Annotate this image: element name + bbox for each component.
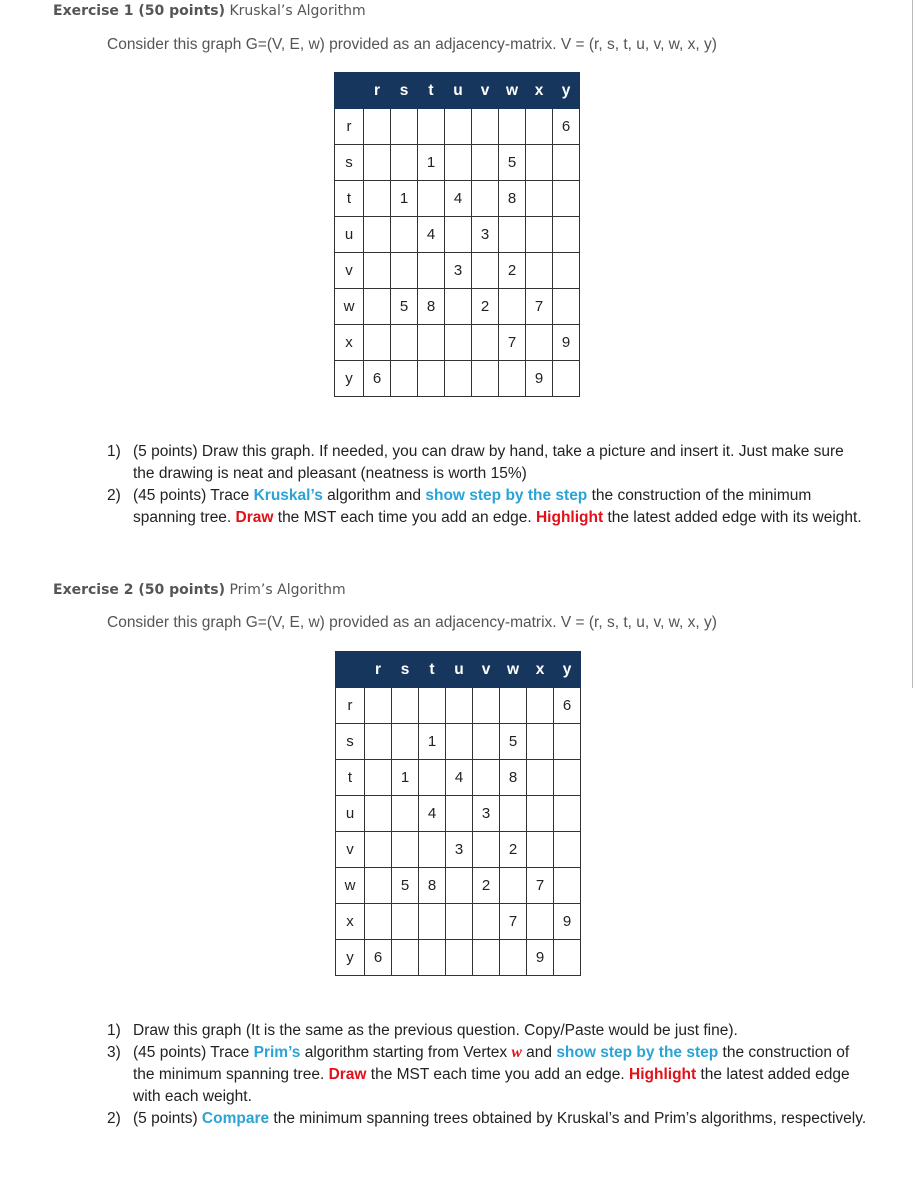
matrix-cell-value: 1 [427, 733, 437, 750]
matrix-cell [554, 760, 581, 796]
matrix-column-header: y [553, 73, 580, 109]
adjacency-matrix-1 [334, 72, 580, 397]
matrix-cell [418, 325, 445, 361]
matrix-cell [446, 868, 473, 904]
matrix-cell [472, 109, 499, 145]
matrix-header-row [335, 73, 580, 109]
matrix-cell-value: 2 [481, 877, 491, 894]
exercise-1-description: Consider this graph G=(V, E, w) provided as an adjacency-matrix. V = (r, s, t, u, v, w, x, y) [107, 36, 717, 53]
matrix-cell [526, 109, 553, 145]
matrix-cell-value: 8 [507, 190, 517, 207]
matrix-cell [527, 688, 554, 724]
matrix-cell [473, 832, 500, 868]
matrix-cell [365, 688, 392, 724]
matrix-row-label: u [336, 796, 365, 832]
matrix-cell [365, 832, 392, 868]
matrix-cell [365, 724, 392, 760]
matrix-cell-value: 3 [480, 226, 490, 243]
matrix-cell [418, 253, 445, 289]
matrix-row-label: x [336, 904, 365, 940]
matrix-cell [499, 253, 526, 289]
matrix-cell [527, 724, 554, 760]
matrix-cell [392, 832, 419, 868]
matrix-cell [527, 796, 554, 832]
matrix-cell [553, 361, 580, 397]
matrix-cell-value: 5 [400, 877, 410, 894]
matrix-cell [554, 796, 581, 832]
matrix-row-label: s [335, 145, 364, 181]
matrix-cell [500, 940, 527, 976]
matrix-cell [500, 832, 527, 868]
matrix-row [336, 688, 581, 724]
matrix-row-label: r [335, 109, 364, 145]
matrix-cell [364, 181, 391, 217]
matrix-cell [364, 217, 391, 253]
matrix-cell-value: 9 [535, 949, 545, 966]
matrix-cell-value: 5 [508, 733, 518, 750]
matrix-cell [499, 361, 526, 397]
matrix-cell-value: 9 [562, 913, 572, 930]
matrix-cell [526, 253, 553, 289]
exercise-1-question-1: 1) (5 points) Draw this graph. If needed, you can draw by hand, take a picture and insert it. Just make sure the drawing is neat and pleasant (neatness is worth 15%) [107, 443, 844, 482]
matrix-cell [473, 796, 500, 832]
matrix-cell [391, 145, 418, 181]
matrix-column-header: r [365, 652, 392, 688]
matrix-column-header: s [392, 652, 419, 688]
matrix-cell-value: 4 [426, 226, 436, 243]
matrix-cell [446, 940, 473, 976]
matrix-cell [500, 904, 527, 940]
matrix-cell [445, 289, 472, 325]
matrix-cell [554, 724, 581, 760]
matrix-cell [418, 145, 445, 181]
matrix-column-header: v [473, 652, 500, 688]
matrix-row-label: w [335, 289, 364, 325]
matrix-cell [553, 181, 580, 217]
matrix-cell [392, 688, 419, 724]
matrix-cell [446, 904, 473, 940]
matrix-row-label: y [336, 940, 365, 976]
matrix-cell-value: 5 [507, 154, 517, 171]
matrix-cell [391, 361, 418, 397]
matrix-cell [500, 688, 527, 724]
matrix-cell [473, 688, 500, 724]
matrix-cell [418, 289, 445, 325]
matrix-column-header: y [554, 652, 581, 688]
matrix-cell [365, 868, 392, 904]
matrix-cell-value: 4 [454, 769, 464, 786]
matrix-cell [392, 724, 419, 760]
matrix-cell [553, 217, 580, 253]
matrix-row [336, 724, 581, 760]
matrix-cell [553, 253, 580, 289]
exercise-2-questions [107, 1020, 867, 1130]
matrix-row-label: x [335, 325, 364, 361]
matrix-cell [553, 325, 580, 361]
matrix-cell [473, 760, 500, 796]
matrix-cell [391, 109, 418, 145]
matrix-cell-value: 4 [427, 805, 437, 822]
matrix-cell [500, 796, 527, 832]
matrix-cell [364, 145, 391, 181]
matrix-cell [419, 760, 446, 796]
exercise-1-title: Exercise 1 (50 points) Kruskal’s Algorithm [53, 3, 366, 19]
matrix-cell [472, 361, 499, 397]
matrix-cell [526, 145, 553, 181]
matrix-row [336, 760, 581, 796]
matrix-row-label: w [336, 868, 365, 904]
matrix-row [335, 361, 580, 397]
matrix-row [335, 217, 580, 253]
matrix-cell [554, 904, 581, 940]
exercise-2-question-3: 2) (5 points) Compare the minimum spanning trees obtained by Kruskal’s and Prim’s algorithms, respectively. [107, 1110, 867, 1127]
matrix-cell [526, 325, 553, 361]
matrix-cell [472, 325, 499, 361]
matrix-cell [499, 289, 526, 325]
matrix-cell [445, 361, 472, 397]
matrix-header-row [336, 652, 581, 688]
matrix-cell-value: 8 [508, 769, 518, 786]
matrix-cell [365, 940, 392, 976]
matrix-row [335, 325, 580, 361]
matrix-cell [446, 832, 473, 868]
matrix-cell-value: 9 [534, 370, 544, 387]
matrix-cell [526, 361, 553, 397]
matrix-cell [526, 217, 553, 253]
matrix-cell [472, 145, 499, 181]
matrix-cell [527, 904, 554, 940]
matrix-cell [527, 940, 554, 976]
exercise-2-question-2: 3) (45 points) Trace Prim’s algorithm starting from Vertex w and show step by the step the construction of the minimum spanning tree. Draw the MST each time you add an edge. Highlight the latest added edge with each weight. [107, 1044, 850, 1105]
matrix-cell [554, 688, 581, 724]
matrix-row [335, 109, 580, 145]
matrix-cell [391, 253, 418, 289]
matrix-cell [392, 904, 419, 940]
matrix-cell [364, 325, 391, 361]
matrix-cell [526, 181, 553, 217]
matrix-row-label: v [335, 253, 364, 289]
matrix-cell [392, 868, 419, 904]
matrix-cell [472, 289, 499, 325]
matrix-cell [472, 217, 499, 253]
exercise-2-question-1: 1) Draw this graph (It is the same as the previous question. Copy/Paste would be just fine). [107, 1022, 738, 1039]
matrix-cell-value: 7 [508, 913, 518, 930]
matrix-cell [418, 181, 445, 217]
matrix-cell [391, 289, 418, 325]
matrix-cell [392, 796, 419, 832]
matrix-cell [418, 109, 445, 145]
exercise-2-title: Exercise 2 (50 points) Prim’s Algorithm [53, 582, 346, 598]
exercise-1-question-2: 2) (45 points) Trace Kruskal’s algorithm and show step by the step the construction of the minimum spanning tree. Draw the MST each time you add an edge. Highlight the latest added edge with its weight. [107, 487, 862, 526]
matrix-row-label: s [336, 724, 365, 760]
matrix-column-header: x [526, 73, 553, 109]
matrix-cell [364, 361, 391, 397]
matrix-cell-value: 1 [399, 190, 409, 207]
matrix-cell [365, 760, 392, 796]
matrix-cell [554, 832, 581, 868]
matrix-cell-value: 4 [453, 190, 463, 207]
adjacency-matrix-2 [335, 651, 581, 976]
page-edge-line [912, 0, 913, 688]
matrix-cell-value: 8 [427, 877, 437, 894]
matrix-cell [553, 145, 580, 181]
matrix-cell [527, 868, 554, 904]
matrix-cell [446, 724, 473, 760]
matrix-cell [526, 289, 553, 325]
matrix-cell-value: 7 [507, 334, 517, 351]
matrix-row-label: u [335, 217, 364, 253]
matrix-cell-value: 3 [453, 262, 463, 279]
matrix-cell [445, 217, 472, 253]
matrix-row-label: t [336, 760, 365, 796]
matrix-cell [499, 325, 526, 361]
matrix-cell [419, 904, 446, 940]
matrix-cell-value: 6 [561, 118, 571, 135]
matrix-cell-value: 6 [372, 370, 382, 387]
matrix-cell [365, 796, 392, 832]
matrix-cell [419, 688, 446, 724]
matrix-cell-value: 7 [534, 298, 544, 315]
matrix-cell [473, 868, 500, 904]
matrix-cell [364, 253, 391, 289]
matrix-cell [499, 217, 526, 253]
matrix-cell [365, 904, 392, 940]
matrix-cell [418, 217, 445, 253]
matrix-row [335, 181, 580, 217]
matrix-cell [554, 868, 581, 904]
matrix-cell [392, 760, 419, 796]
matrix-cell [419, 868, 446, 904]
matrix-cell-value: 6 [562, 697, 572, 714]
matrix-column-header: x [527, 652, 554, 688]
matrix-cell [527, 832, 554, 868]
matrix-cell [473, 940, 500, 976]
exercise-1-questions [107, 441, 867, 529]
matrix-cell [419, 796, 446, 832]
matrix-cell [419, 832, 446, 868]
matrix-cell [500, 724, 527, 760]
matrix-cell [553, 109, 580, 145]
matrix-cell [499, 145, 526, 181]
matrix-row [335, 145, 580, 181]
matrix-corner-cell [336, 652, 365, 688]
matrix-cell [445, 145, 472, 181]
matrix-cell [500, 868, 527, 904]
matrix-cell-value: 9 [561, 334, 571, 351]
matrix-row [336, 868, 581, 904]
matrix-row [336, 796, 581, 832]
matrix-cell [418, 361, 445, 397]
matrix-cell [446, 796, 473, 832]
matrix-cell-value: 3 [454, 841, 464, 858]
matrix-cell [445, 325, 472, 361]
matrix-cell-value: 1 [426, 154, 436, 171]
matrix-cell [554, 940, 581, 976]
matrix-cell [527, 760, 554, 796]
matrix-row [335, 253, 580, 289]
matrix-row [336, 940, 581, 976]
matrix-cell [553, 289, 580, 325]
matrix-cell [391, 217, 418, 253]
matrix-corner-cell [335, 73, 364, 109]
matrix-cell [445, 253, 472, 289]
matrix-column-header: u [446, 652, 473, 688]
matrix-row-label: r [336, 688, 365, 724]
matrix-cell [364, 289, 391, 325]
matrix-row [336, 832, 581, 868]
matrix-row-label: v [336, 832, 365, 868]
matrix-column-header: w [500, 652, 527, 688]
matrix-cell-value: 8 [426, 298, 436, 315]
matrix-column-header: t [418, 73, 445, 109]
matrix-cell [445, 109, 472, 145]
matrix-cell [472, 181, 499, 217]
matrix-cell [499, 181, 526, 217]
matrix-column-header: t [419, 652, 446, 688]
matrix-cell [445, 181, 472, 217]
matrix-cell [419, 724, 446, 760]
matrix-row [336, 904, 581, 940]
matrix-column-header: v [472, 73, 499, 109]
matrix-cell [392, 940, 419, 976]
matrix-cell [391, 181, 418, 217]
matrix-row-label: y [335, 361, 364, 397]
matrix-column-header: s [391, 73, 418, 109]
matrix-cell-value: 1 [400, 769, 410, 786]
matrix-cell [473, 904, 500, 940]
matrix-cell [419, 940, 446, 976]
matrix-cell [364, 109, 391, 145]
matrix-cell-value: 6 [373, 949, 383, 966]
matrix-cell-value: 2 [508, 841, 518, 858]
matrix-cell [499, 109, 526, 145]
matrix-row-label: t [335, 181, 364, 217]
matrix-cell-value: 7 [535, 877, 545, 894]
matrix-cell-value: 5 [399, 298, 409, 315]
matrix-column-header: u [445, 73, 472, 109]
matrix-cell [391, 325, 418, 361]
matrix-cell [472, 253, 499, 289]
exercise-2-description: Consider this graph G=(V, E, w) provided as an adjacency-matrix. V = (r, s, t, u, v, w, x, y) [107, 614, 717, 631]
matrix-cell [500, 760, 527, 796]
matrix-row [335, 289, 580, 325]
matrix-column-header: w [499, 73, 526, 109]
matrix-cell-value: 2 [507, 262, 517, 279]
matrix-cell-value: 2 [480, 298, 490, 315]
matrix-cell [446, 760, 473, 796]
matrix-cell-value: 3 [481, 805, 491, 822]
matrix-cell [446, 688, 473, 724]
matrix-column-header: r [364, 73, 391, 109]
matrix-cell [473, 724, 500, 760]
